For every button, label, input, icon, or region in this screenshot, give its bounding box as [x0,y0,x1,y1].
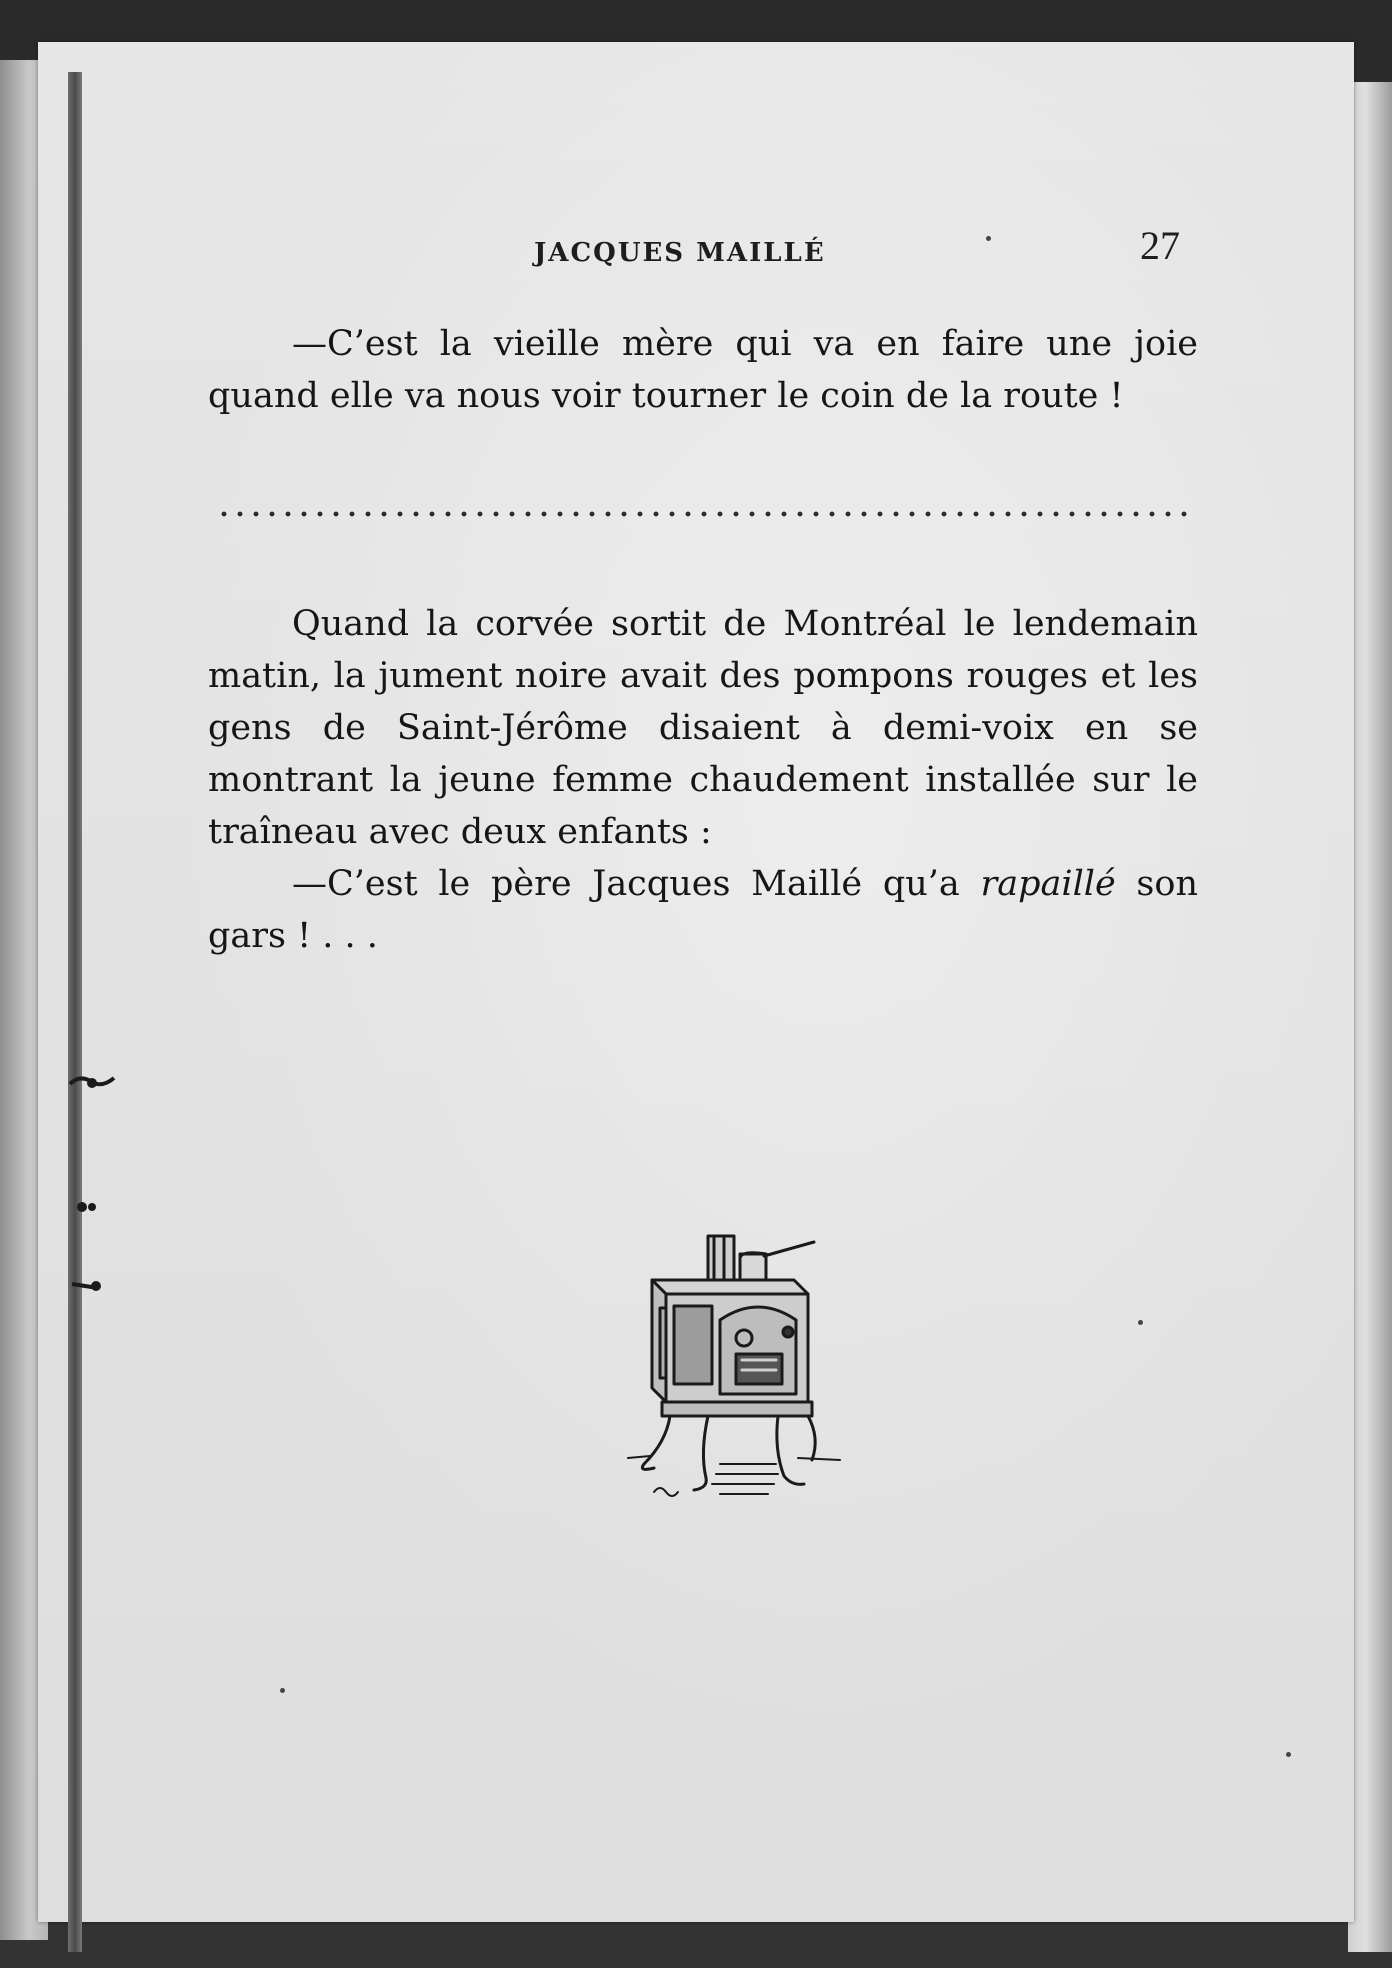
ink-speck [1286,1752,1291,1757]
paragraph-text: —C’est la vieille mère qui va en faire une joie quand elle va nous voir tourner le coin de la route ! [208,324,1198,416]
paragraph [208,858,1198,962]
binding-stitch-icon [68,1274,118,1296]
paragraph [208,318,1198,422]
binding-stitch-icon [68,1072,118,1094]
ink-speck [986,236,991,241]
paragraph-text: son gars ! . . . [208,864,1198,956]
paragraph-text: Quand la corvée sortit de Montréal le lendemain matin, la jument noire avait des pompons rouges et les gens de Saint-Jérôme disaient à demi-voix en se montrant la jeune femme chaudement installée sur le traîneau avec deux enfants : [208,604,1198,852]
binding-gutter [68,72,82,1952]
right-page-edge [1348,82,1392,1952]
italic-word: rapaillé [980,864,1116,904]
section-divider [216,510,1192,518]
ink-speck [1138,1320,1143,1325]
ink-speck [280,1688,285,1693]
paragraph [208,598,1198,858]
page-number: 27 [1140,223,1180,268]
stove-icon [608,1228,848,1518]
paragraph-text: —C’est le père Jacques Maillé qu’a [292,864,981,904]
binding-stitch-icon [68,1196,118,1218]
running-title: JACQUES MAILLÉ [534,238,826,268]
